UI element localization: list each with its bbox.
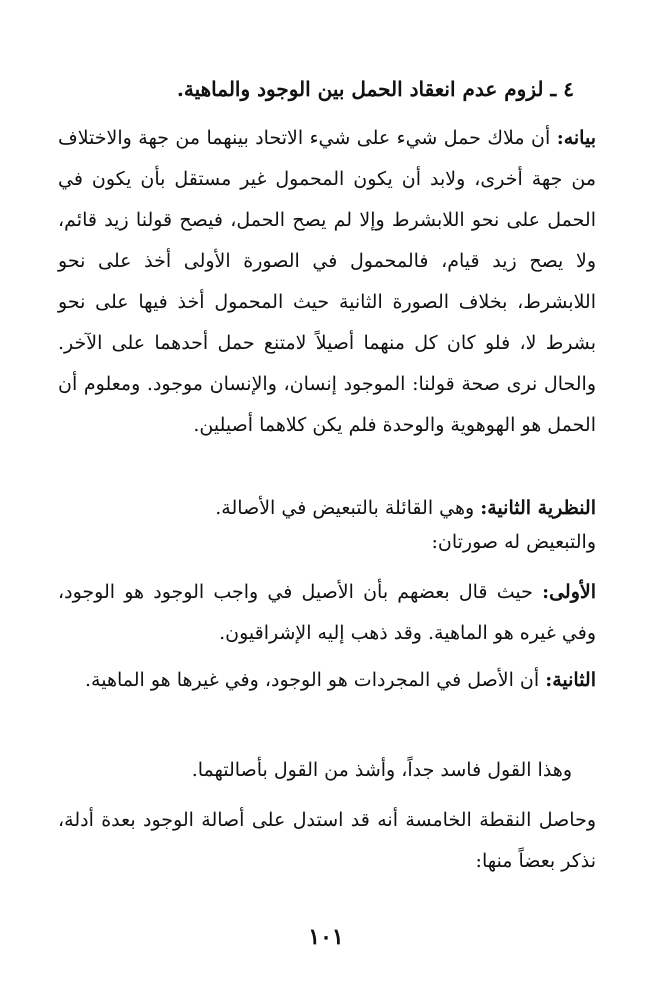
bayan-paragraph xyxy=(58,118,596,446)
second-form-paragraph xyxy=(58,660,596,701)
bayan-label: بيانه: xyxy=(556,127,596,149)
second-theory-label: النظرية الثانية: xyxy=(480,497,596,519)
first-form-paragraph xyxy=(58,572,596,654)
first-form-text: حيث قال بعضهم بأن الأصيل في واجب الوجود هو الوجود، وفي غيره هو الماهية. وقد ذهب إليه الإشراقيون. xyxy=(58,581,596,644)
first-form-label: الأولى: xyxy=(542,581,596,603)
conclusion-text: وحاصل النقطة الخامسة أنه قد استدل على أصالة الوجود بعدة أدلة، نذكر بعضاً منها: xyxy=(58,809,596,872)
second-form-label: الثانية: xyxy=(545,669,596,691)
corrupt-statement-paragraph xyxy=(58,750,572,791)
forms-intro-paragraph xyxy=(58,522,596,563)
conclusion-paragraph xyxy=(58,800,596,882)
page-number: ١٠١ xyxy=(308,924,344,950)
section-heading: ٤ ـ لزوم عدم انعقاد الحمل بين الوجود والماهية. xyxy=(176,77,574,101)
corrupt-statement-text: وهذا القول فاسد جداً، وأشذ من القول بأصالتهما. xyxy=(191,759,572,781)
bayan-text: أن ملاك حمل شيء على شيء الاتحاد بينهما من جهة والاختلاف من جهة أخرى، ولابد أن يكون المحمول غير مستقل بأن يكون في الحمل على نحو اللابشرط وإلا لم يصح الحمل، فيصح قولنا زيد قائم، ولا يصح زيد قيام، فالمحمول في الصورة الأولى أخذ على نحو اللابشرط، بخلاف الصورة الثانية حيث المحمول أخذ فيها على نحو بشرط لا، فلو كان كل منهما أصيلاً لامتنع حمل أحدهما على الآخر. والحال نرى صحة قولنا: الموجود إنسان، والإنسان موجود. ومعلوم أن الحمل هو الهوهوية والوحدة فلم يكن كلاهما أصيلين. xyxy=(58,127,596,436)
second-theory-text: وهي القائلة بالتبعيض في الأصالة. xyxy=(215,497,475,519)
second-form-text: أن الأصل في المجردات هو الوجود، وفي غيرها هو الماهية. xyxy=(84,669,540,691)
forms-intro-text: والتبعيض له صورتان: xyxy=(431,531,596,553)
